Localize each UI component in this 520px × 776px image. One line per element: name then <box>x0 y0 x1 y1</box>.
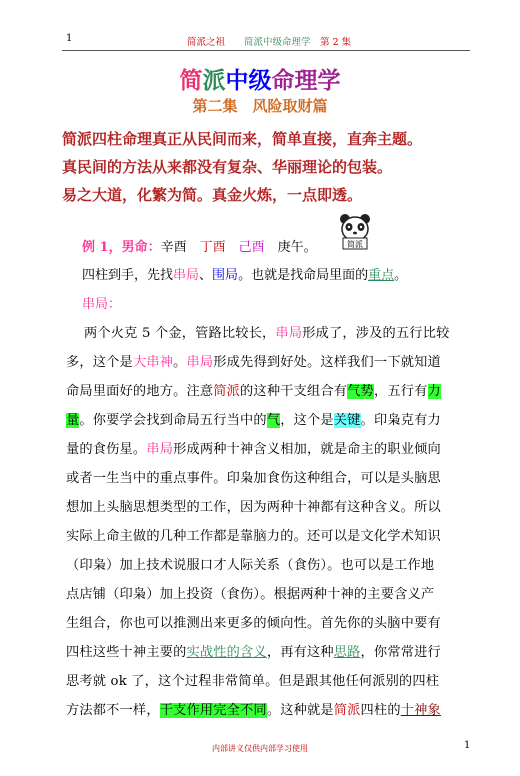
term: 简派 <box>213 384 241 399</box>
body-line-14 <box>66 699 441 718</box>
term: 简派 <box>333 703 361 718</box>
text-run: 、 <box>199 268 213 283</box>
highlight: 干支作用完全不同 <box>159 703 267 718</box>
body-line-10: 点店铺（印枭）加上投资（食伤）。根据两种十神的主要含义产 <box>66 587 435 602</box>
title-part-4: 命理学 <box>271 67 341 94</box>
body-line-1 <box>66 322 449 341</box>
text-run: 形成两种十神含义相加，就是命主的职业倾向 <box>173 442 441 457</box>
section-heading-chuanju: 串局： <box>82 297 122 312</box>
term-chuanju: 串局 <box>173 268 200 283</box>
footer-text: 内部讲义仅供内部学习使用 <box>212 744 308 753</box>
text-run: 的这种干支组合有 <box>240 384 348 399</box>
text-run: 。 <box>394 268 408 283</box>
paragraph-intro <box>82 264 407 283</box>
highlight: 气势 <box>347 384 374 399</box>
pillar-3: 己酉 <box>238 240 265 255</box>
pillar-1: 辛酉 <box>160 240 187 255</box>
text-run: ，你常常进行 <box>360 645 441 660</box>
doc-title <box>0 62 520 95</box>
term-zhongdian: 重点 <box>368 268 395 283</box>
intro-line-2: 真民间的方法从来都没有复杂、华丽理论的包装。 <box>62 158 393 176</box>
highlight: 力 <box>427 384 441 399</box>
text-run: 。 <box>173 355 187 370</box>
text-run: 命局里面好的地方。注意 <box>66 384 214 399</box>
text-run: 四柱这些十神主要的 <box>66 645 187 660</box>
term: 十神象 <box>400 703 441 718</box>
term: 大串神 <box>132 355 174 370</box>
text-run: ，五行有 <box>373 384 428 399</box>
header-right: 第 2 集 <box>320 37 352 48</box>
text-run: 。你要学会找到命局五行当中的 <box>79 413 267 428</box>
highlight: 关键 <box>333 413 361 428</box>
page-header <box>62 32 470 51</box>
text-run: ，这个是 <box>280 413 334 428</box>
panda-sign-text: 简派 <box>347 240 363 249</box>
body-line-6: 或者一生当中的重点事件。印枭加食伤这种组合，可以是头脑思 <box>66 471 441 486</box>
title-part-3: 中级 <box>225 67 272 94</box>
text-run: 。印枭克有力 <box>360 413 441 428</box>
text-run: 。这种就是 <box>266 703 334 718</box>
header-left: 简派之祖 <box>187 37 226 48</box>
example-line <box>82 236 317 255</box>
header-title <box>187 34 351 48</box>
body-line-4 <box>66 409 441 428</box>
header-mid: 简派中级命理学 <box>244 37 311 48</box>
text-run: 四柱到手，先找 <box>82 268 174 283</box>
text-run: 形成了，涉及的五行比较 <box>302 326 450 341</box>
text-run: 四柱的 <box>360 703 401 718</box>
highlight: 气 <box>266 413 281 428</box>
pillar-2: 丁酉 <box>199 240 226 255</box>
body-line-9: （印枭）加上技术说服口才人际关系（食伤）。也可以是工作地 <box>66 558 435 573</box>
example-label: 例 1，男命： <box>82 240 161 255</box>
pillar-4: 庚午。 <box>277 240 317 255</box>
footer-page-number: 1 <box>464 740 471 751</box>
term-weiju: 围局 <box>212 268 239 283</box>
body-line-8: 实际上命主做的几种工作都是靠脑力的。还可以是文化学术知识 <box>66 529 441 544</box>
text-run: 两个火克 5 个金，管路比较长， <box>84 326 276 341</box>
term: 实战性的含义 <box>186 645 267 660</box>
title-part-1: 简 <box>179 67 203 94</box>
body-line-12 <box>66 641 441 660</box>
intro-line-1: 简派四柱命理真正从民间而来，简单直接，直奔主题。 <box>62 130 423 148</box>
title-part-2: 派 <box>202 67 226 94</box>
text-run: ，再有这种 <box>266 645 334 660</box>
term: 串局 <box>275 326 303 341</box>
text-run: 。也就是找命局里面的 <box>238 268 369 283</box>
doc-subtitle: 第二集 风险取财篇 <box>192 97 328 115</box>
text-run: 方法都不一样， <box>66 703 160 718</box>
highlight: 量 <box>66 413 80 428</box>
term: 串局 <box>186 355 214 370</box>
term: 思路 <box>333 645 361 660</box>
term: 串局 <box>146 442 174 457</box>
panda-icon <box>338 212 372 250</box>
text-run: 形成先得到好处。这样我们一下就知道 <box>213 355 441 370</box>
body-line-7: 想加上头脑思想类型的工作，因为两种十神都有这种含义。所以 <box>66 500 441 515</box>
body-line-3 <box>66 380 441 399</box>
text-run: 量的食伤星。 <box>66 442 147 457</box>
intro-line-3: 易之大道，化繁为简。真金火炼，一点即透。 <box>62 186 363 204</box>
body-line-5 <box>66 438 441 457</box>
body-line-11: 生组合，你也可以推测出来更多的倾向性。首先你的头脑中要有 <box>66 616 441 631</box>
text-run: 多，这个是 <box>66 355 133 370</box>
body-line-13: 思考就 ok 了，这个过程非常简单。但是跟其他任何派别的四柱 <box>66 674 440 689</box>
body-line-2 <box>66 351 441 370</box>
header-page-number: 1 <box>66 33 73 44</box>
